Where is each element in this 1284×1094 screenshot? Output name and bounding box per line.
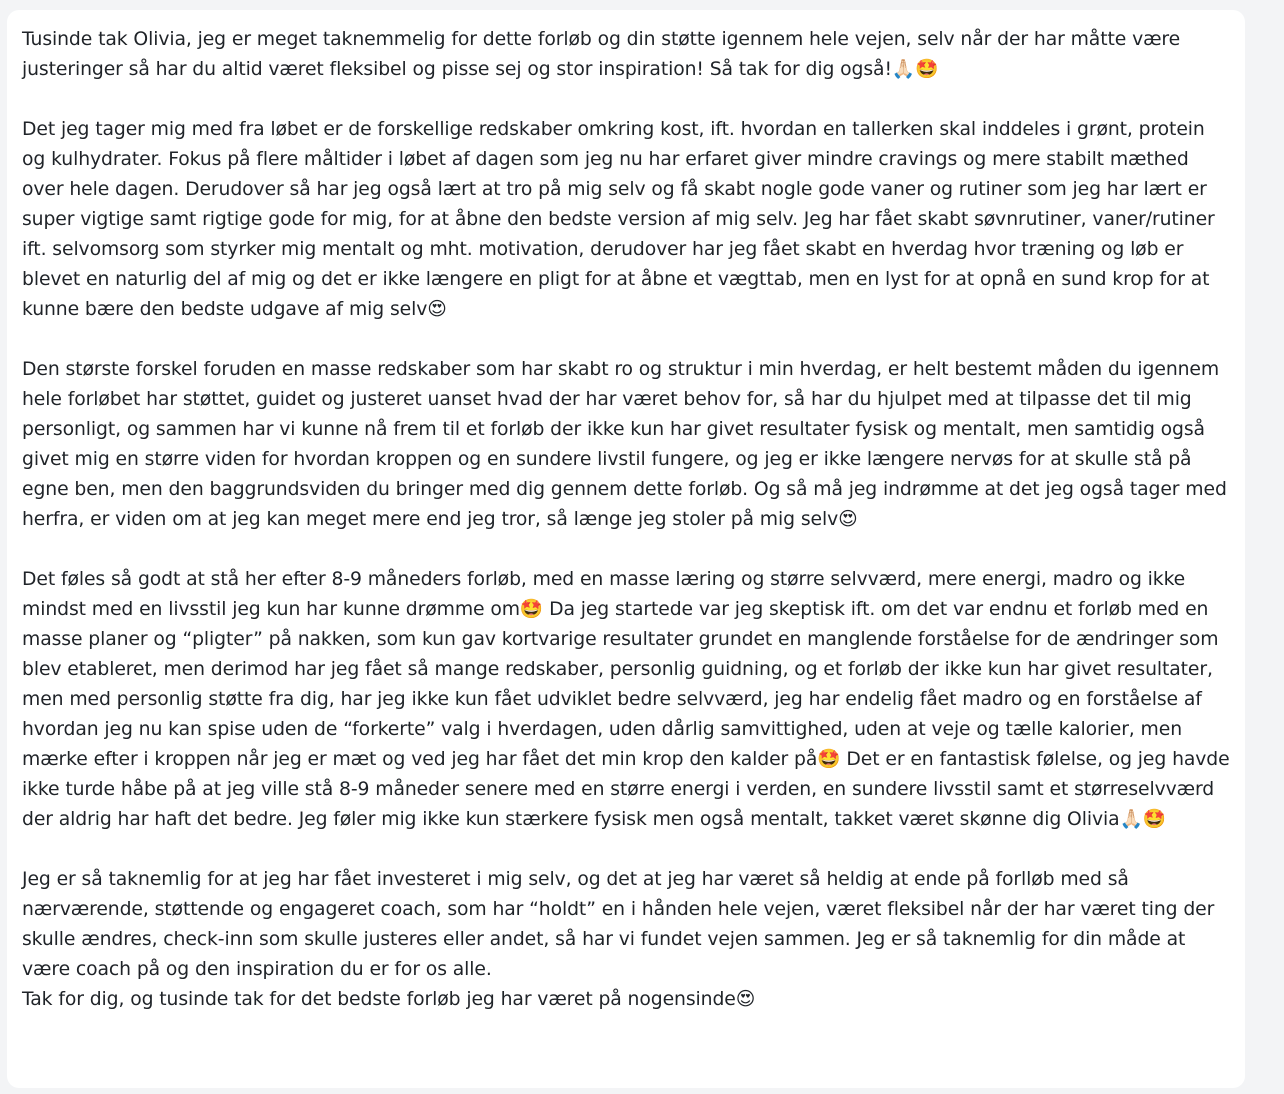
testimonial-card: [7, 10, 1245, 1088]
testimonial-paragraph-2: Det jeg tager mig med fra løbet er de forskellige redskaber omkring kost, ift. hvordan en tallerken skal inddeles i grønt, protein og kulhydrater. Fokus på flere måltider i løbet af dagen som jeg nu har erfaret giver mindre cravings og mere stabilt mæthed over hele dagen. Derudover så har jeg også lært at tro på mig selv og få skabt nogle gode vaner og rutiner som jeg har lært er super vigtige samt rigtige gode for mig, for at åbne den bedste version af mig selv. Jeg har fået skabt søvnrutiner, vaner/rutiner ift. selvomsorg som styrker mig mentalt og mht. motivation, derudover har jeg fået skabt en hverdag hvor træning og løb er blevet en naturlig del af mig og det er ikke længere en pligt for at åbne et vægttab, men en lyst for at opnå en sund krop for at kunne bære den bedste udgave af mig selv😍: [22, 119, 1215, 320]
testimonial-paragraph-3: Den største forskel foruden en masse redskaber som har skabt ro og struktur i min hverdag, er helt bestemt måden du igennem hele forløbet har støttet, guidet og justeret uanset hvad der har været behov for, så har du hjulpet med at tilpasse det til mig personligt, og sammen har vi kunne nå frem til et forløb der ikke kun har givet resultater fysisk og mentalt, men samtidig også givet mig en større viden for hvordan kroppen og en sundere livstil fungere, og jeg er ikke længere nervøs for at skulle stå på egne ben, men den baggrundsviden du bringer med dig gennem dette forløb. Og så må jeg indrømme at det jeg også tager med herfra, er viden om at jeg kan meget mere end jeg tror, så længe jeg stoler på mig selv😍: [22, 359, 1227, 530]
testimonial-paragraph-4: Det føles så godt at stå her efter 8-9 måneders forløb, med en masse læring og større selvværd, mere energi, madro og ikke mindst med en livsstil jeg kun har kunne drømme om🤩 Da jeg startede var jeg skeptisk ift. om det var endnu et forløb med en masse planer og “pligter” på nakken, som kun gav kortvarige resultater grundet en manglende forståelse for de ændringer som blev etableret, men derimod har jeg fået så mange redskaber, personlig guidning, og et forløb der ikke kun har givet resultater, men med personlig støtte fra dig, har jeg ikke kun fået udviklet bedre selvværd, jeg har endelig fået madro og en forståelse af hvordan jeg nu kan spise uden de “forkerte” valg i hverdagen, uden dårlig samvittighed, uden at veje og tælle kalorier, men mærke efter i kroppen når jeg er mæt og ved jeg har fået det min krop den kalder på🤩 Det er en fantastisk følelse, og jeg havde ikke turde håbe på at jeg ville stå 8-9 måneder senere med en større energi i verden, en sundere livsstil samt et størreselvværd der aldrig har haft det bedre. Jeg føler mig ikke kun stærkere fysisk men også mentalt, takket været skønne dig Olivia🙏🏻🤩: [22, 569, 1230, 830]
testimonial-paragraph-1: Tusinde tak Olivia, jeg er meget taknemmelig for dette forløb og din støtte igennem hele vejen, selv når der har måtte være justeringer så har du altid været fleksibel og pisse sej og stor inspiration! Så tak for dig også!🙏🏻🤩: [22, 29, 1181, 80]
testimonial-paragraph-5: Jeg er så taknemlig for at jeg har fået investeret i mig selv, og det at jeg har været så heldig at ende på forlløb med så nærværende, støttende og engageret coach, som har “holdt” en i hånden hele vejen, været fleksibel når der har været ting der skulle ændres, check-inn som skulle justeres eller andet, så har vi fundet vejen sammen. Jeg er så taknemlig for din måde at være coach på og den inspiration du er for os alle. Tak for dig, og tusinde tak for det bedste forløb jeg har været på nogensinde😍: [22, 869, 1215, 1010]
